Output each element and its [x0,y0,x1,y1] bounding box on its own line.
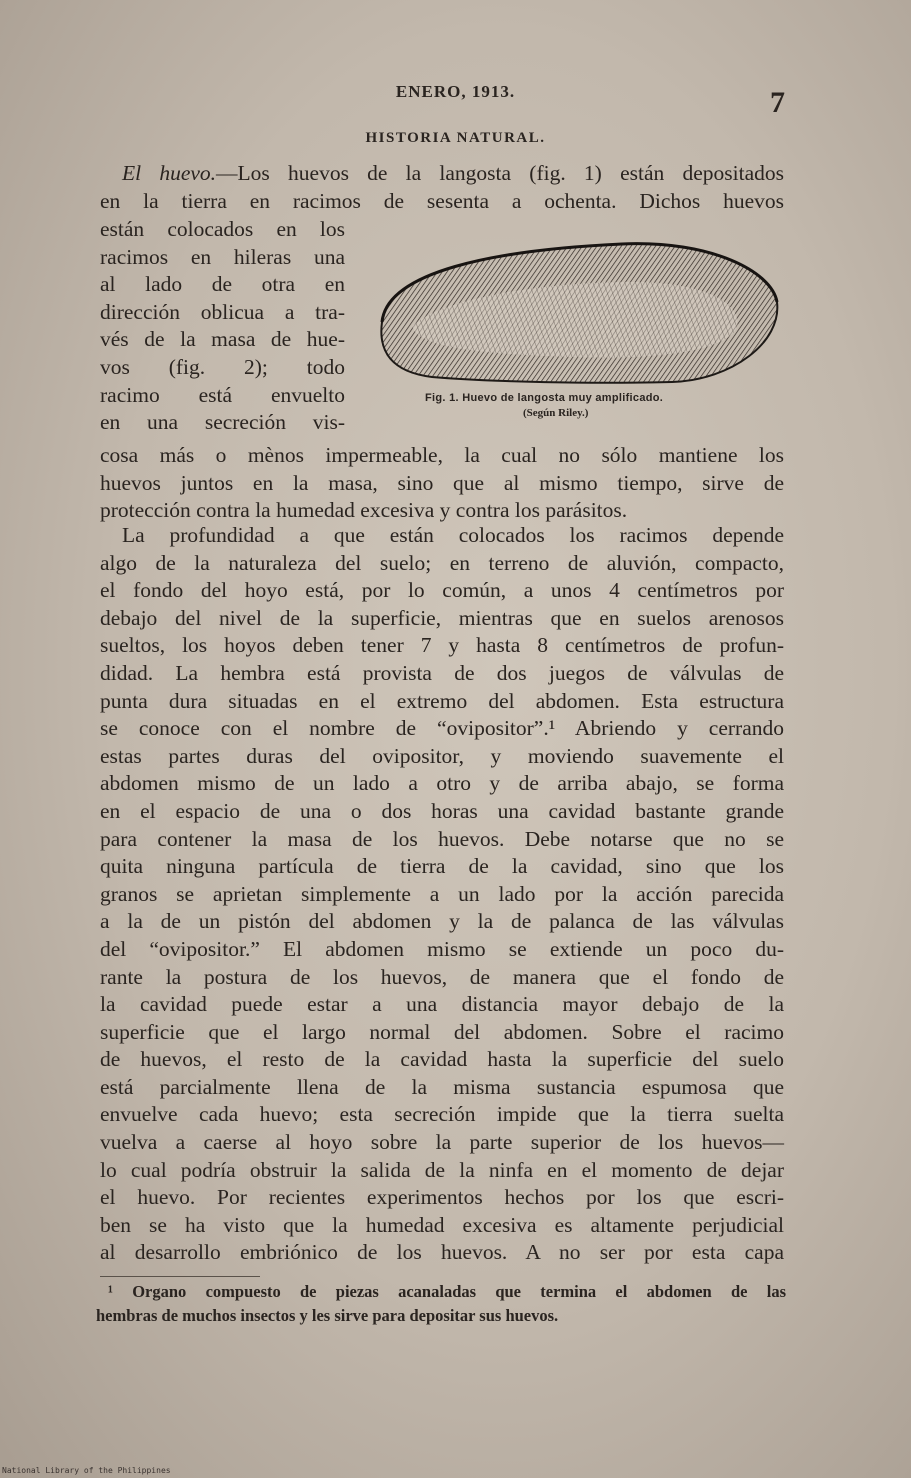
text-line: protección contra la humedad excesiva y contra los parásitos. [100,498,628,523]
library-credit: National Library of the Philippines [2,1466,171,1475]
text-line: debajo del nivel de la superficie, mientras que en suelos arenosos [100,605,784,630]
footnote-line: hembras de muchos insectos y les sirve para depositar sus huevos. [96,1306,559,1325]
text-line: al desarrollo embriónico de los huevos. A no ser por esta capa [100,1240,784,1265]
text-line: envuelve cada huevo; esta secreción impide que la tierra suelta [100,1102,784,1127]
footnote-line: ¹ Organo compuesto de piezas acanaladas que termina el abdomen de las [108,1282,786,1301]
first-paragraph-top [100,160,784,215]
text-line: para contener la masa de los huevos. Debe notarse que no se [100,826,784,851]
figure-credit: (Según Riley.) [523,407,589,419]
text-line: racimos en hileras una [100,244,345,269]
text-line: vés de la masa de hue- [100,327,345,352]
text-line: vos (fig. 2); todo [100,354,345,379]
text-line: dirección oblicua a tra- [100,299,345,324]
footnote [96,1280,786,1328]
figure-caption: Fig. 1. Huevo de langosta muy amplificado. [425,392,664,404]
text-line: abdomen mismo de un lado a otro y de arriba abajo, se forma [100,771,784,796]
second-paragraph [100,522,784,1267]
text-line: punta dura situadas en el extremo del abdomen. Esta estructura [100,688,784,713]
text-line: está parcialmente llena de la misma sustancia espumosa que [100,1074,784,1099]
text-line: sueltos, los hoyos deben tener 7 y hasta 8 centímetros de profun- [100,633,784,658]
text-line [100,160,784,188]
text-line: La profundidad a que están colocados los racimos depende [122,523,784,547]
text-line: en la tierra en racimos de sesenta a ochenta. Dichos huevos [100,188,784,213]
text-line: huevos juntos en la masa, sino que al mismo tiempo, sirve de [100,470,784,495]
text-line: vuelva a caerse al hoyo sobre la parte superior de los huevos— [100,1130,784,1155]
text-line: en una secreción vis- [100,410,345,435]
locust-egg-illustration [372,232,782,392]
text-line: están colocados en los [100,217,345,241]
text-line: la cavidad puede estar a una distancia mayor debajo de la [100,992,784,1017]
text-line: estas partes duras del ovipositor, y moviendo suavemente el [100,743,784,768]
text-line: algo de la naturaleza del suelo; en terreno de aluvión, compacto, [100,550,784,575]
text-line: del “ovipositor.” El abdomen mismo se extiende un poco du- [100,936,784,961]
text-line-content: —Los huevos de la langosta (fig. 1) están depositados [216,161,784,185]
text-line: al lado de otra en [100,272,345,297]
text-line: a la de un pistón del abdomen y la de palanca de las válvulas [100,909,784,934]
first-paragraph-narrow [100,216,345,437]
text-line: cosa más o mènos impermeable, la cual no sólo mantiene los [100,443,784,467]
first-paragraph-bottom [100,442,784,525]
text-line: superficie que el largo normal del abdomen. Sobre el racimo [100,1019,784,1044]
text-line: el huevo. Por recientes experimentos hechos por los que escri- [100,1185,784,1210]
text-line: en el espacio de una o dos horas una cavidad bastante grande [100,798,784,823]
text-line: rante la postura de los huevos, de manera que el fondo de [100,964,784,989]
text-line: quita ninguna partícula de tierra de la cavidad, sino que los [100,854,784,879]
text-line: racimo está envuelto [100,382,345,407]
text-line: el fondo del hoyo está, por lo común, a unos 4 centímetros por [100,578,784,603]
text-line: lo cual podría obstruir la salida de la ninfa en el momento de dejar [100,1157,784,1182]
text-line: granos se aprietan simplemente a un lado por la acción parecida [100,881,784,906]
lead-italic: El huevo. [122,161,217,185]
text-line: de huevos, el resto de la cavidad hasta la superficie del suelo [100,1047,784,1072]
section-title: HISTORIA NATURAL. [365,130,546,146]
page-number: 7 [770,86,785,119]
footnote-divider [100,1276,260,1277]
text-line: ben se ha visto que la humedad excesiva es altamente perjudicial [100,1212,784,1237]
text-line: didad. La hembra está provista de dos juegos de válvulas de [100,660,784,685]
running-head: ENERO, 1913. [395,82,516,101]
text-line: se conoce con el nombre de “ovipositor”.¹ Abriendo y cerrando [100,716,784,741]
